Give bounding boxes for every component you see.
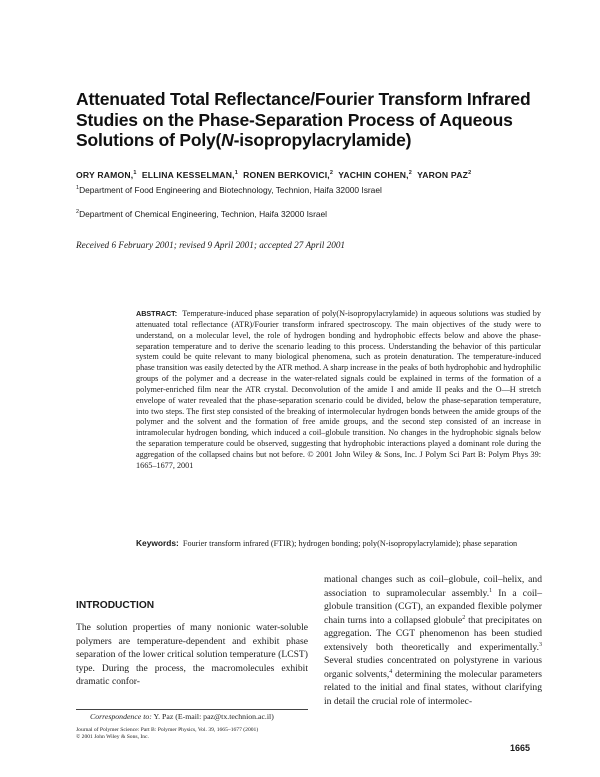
reference-marker: 3: [539, 641, 542, 648]
copyright: © 2001 John Wiley & Sons, Inc.: [76, 734, 149, 741]
title-line-1: Attenuated Total Reflectance/Fourier Transform Infrared: [76, 89, 531, 109]
author-list: [76, 170, 556, 180]
keywords-label: Keywords:: [136, 538, 179, 548]
affiliation-1: $^1$Department of Food Engineering and Biotechnology, Technion, Haifa 32000 Israel: [76, 185, 382, 195]
reference-marker: 1: [489, 587, 493, 594]
title-line-2: Studies on the Phase-Separation Process of Aqueous: [76, 109, 513, 130]
correspondence-label: Correspondence to:: [90, 712, 152, 721]
author: RONEN BERKOVICI,$^2$: [243, 170, 334, 180]
abstract-label: ABSTRACT:: [136, 309, 178, 318]
abstract: [136, 309, 541, 472]
received-dates: Received 6 February 2001; revised 9 April 2001; accepted 27 April 2001: [76, 240, 346, 250]
author: ELLINA KESSELMAN,$^1$: [141, 170, 238, 180]
intro-right-column: mational changes such as coil–globule, coil–helix, and association to supramolecular assembly.$^1$ In a coil–globule transition (CGT), an expanded flexible polymer chain turns into a collapsed globule$^2$ that precipitates on aggregation. The CGT phenomenon has been studied extensively both theoretically and experimentally.$^3$ Several studies concentrated on polystyrene in various organic solvents,$^4$ determining the molecular parameters related to the initial and final states, without clarifying in detail the crucial role of intermolec-: [324, 574, 542, 707]
abstract-text: Temperature-induced phase separation of poly(N-isopropylacrylamide) in aqueous solutions was studied by attenuated total reflectance (ATR)/Fourier transform infrared spectroscopy. The main objectives of the study were to understand, on a molecular level, the role of hydrogen bonding and hydrophobic effects below and above the phase-separation temperature and to derive the scenario leading to this process. Understanding the behavior of this particular system could be quite relevant to many biological phenomena, such as protein denaturation. The temperature-induced phase transition was easily detected by the ATR method. A sharp increase in the peaks of both hydrophobic and hydrophilic groups of the polymer and a decrease in the water-related signals could be explained in terms of the formation of a polymer-enriched film near the ATR crystal. Deconvolution of the amide I and amide II peaks and the O—H stretch envelope of water revealed that the phase-separation scenario could be divided, below the phase-separation temperature, into two steps. The first step consisted of the breaking of intermolecular hydrogen bonds between the amide groups of the polymer and the solvent and the formation of free amide groups, and the second step consisted of an increase in intramolecular hydrogen bonding, which induced a coil–globule transition. No changes in the hydrophobic signals below the separation temperature could be observed, suggesting that hydrophobic interactions played a dominant role during the aggregation of the collapsed chains but not before. © 2001 John Wiley & Sons, Inc. J Polym Sci Part B: Polym Phys 39: 1665–1677, 2001: [136, 309, 541, 470]
affiliation-2: $^2$Department of Chemical Engineering, Technion, Haifa 32000 Israel: [76, 209, 328, 219]
journal-info: [76, 727, 316, 742]
reference-marker: 2: [462, 614, 466, 621]
author: YACHIN COHEN,$^2$: [338, 170, 413, 180]
section-heading: INTRODUCTION: [76, 600, 155, 611]
author: ORY RAMON,$^1$: [76, 170, 137, 180]
title-line-3: Solutions of Poly(N-isopropylacrylamide): [76, 130, 412, 150]
keywords-text: Fourier transform infrared (FTIR); hydrogen bonding; poly(N-isopropylacrylamide); phase separation: [182, 539, 518, 548]
intro-left-column: The solution properties of many nonionic water-soluble polymers are temperature-dependent and exhibit phase separation of the lower critical solution temperature (LCST) type. During the process, the macromolecules exhibit dramatic confor-: [76, 622, 308, 687]
author: YARON PAZ$^2$: [417, 170, 472, 180]
reference-marker: 4: [389, 668, 393, 675]
correspondence-note: [90, 712, 310, 721]
page-number: 1665: [510, 743, 531, 753]
article-title: [76, 89, 546, 151]
journal-citation: Journal of Polymer Science: Part B: Polymer Physics, Vol. 39, 1665–1677 (2001): [76, 727, 259, 733]
keywords: [136, 538, 541, 550]
footnote-rule: [76, 709, 308, 710]
correspondence-text: Y. Paz (E-mail: paz@tx.technion.ac.il): [151, 712, 274, 721]
